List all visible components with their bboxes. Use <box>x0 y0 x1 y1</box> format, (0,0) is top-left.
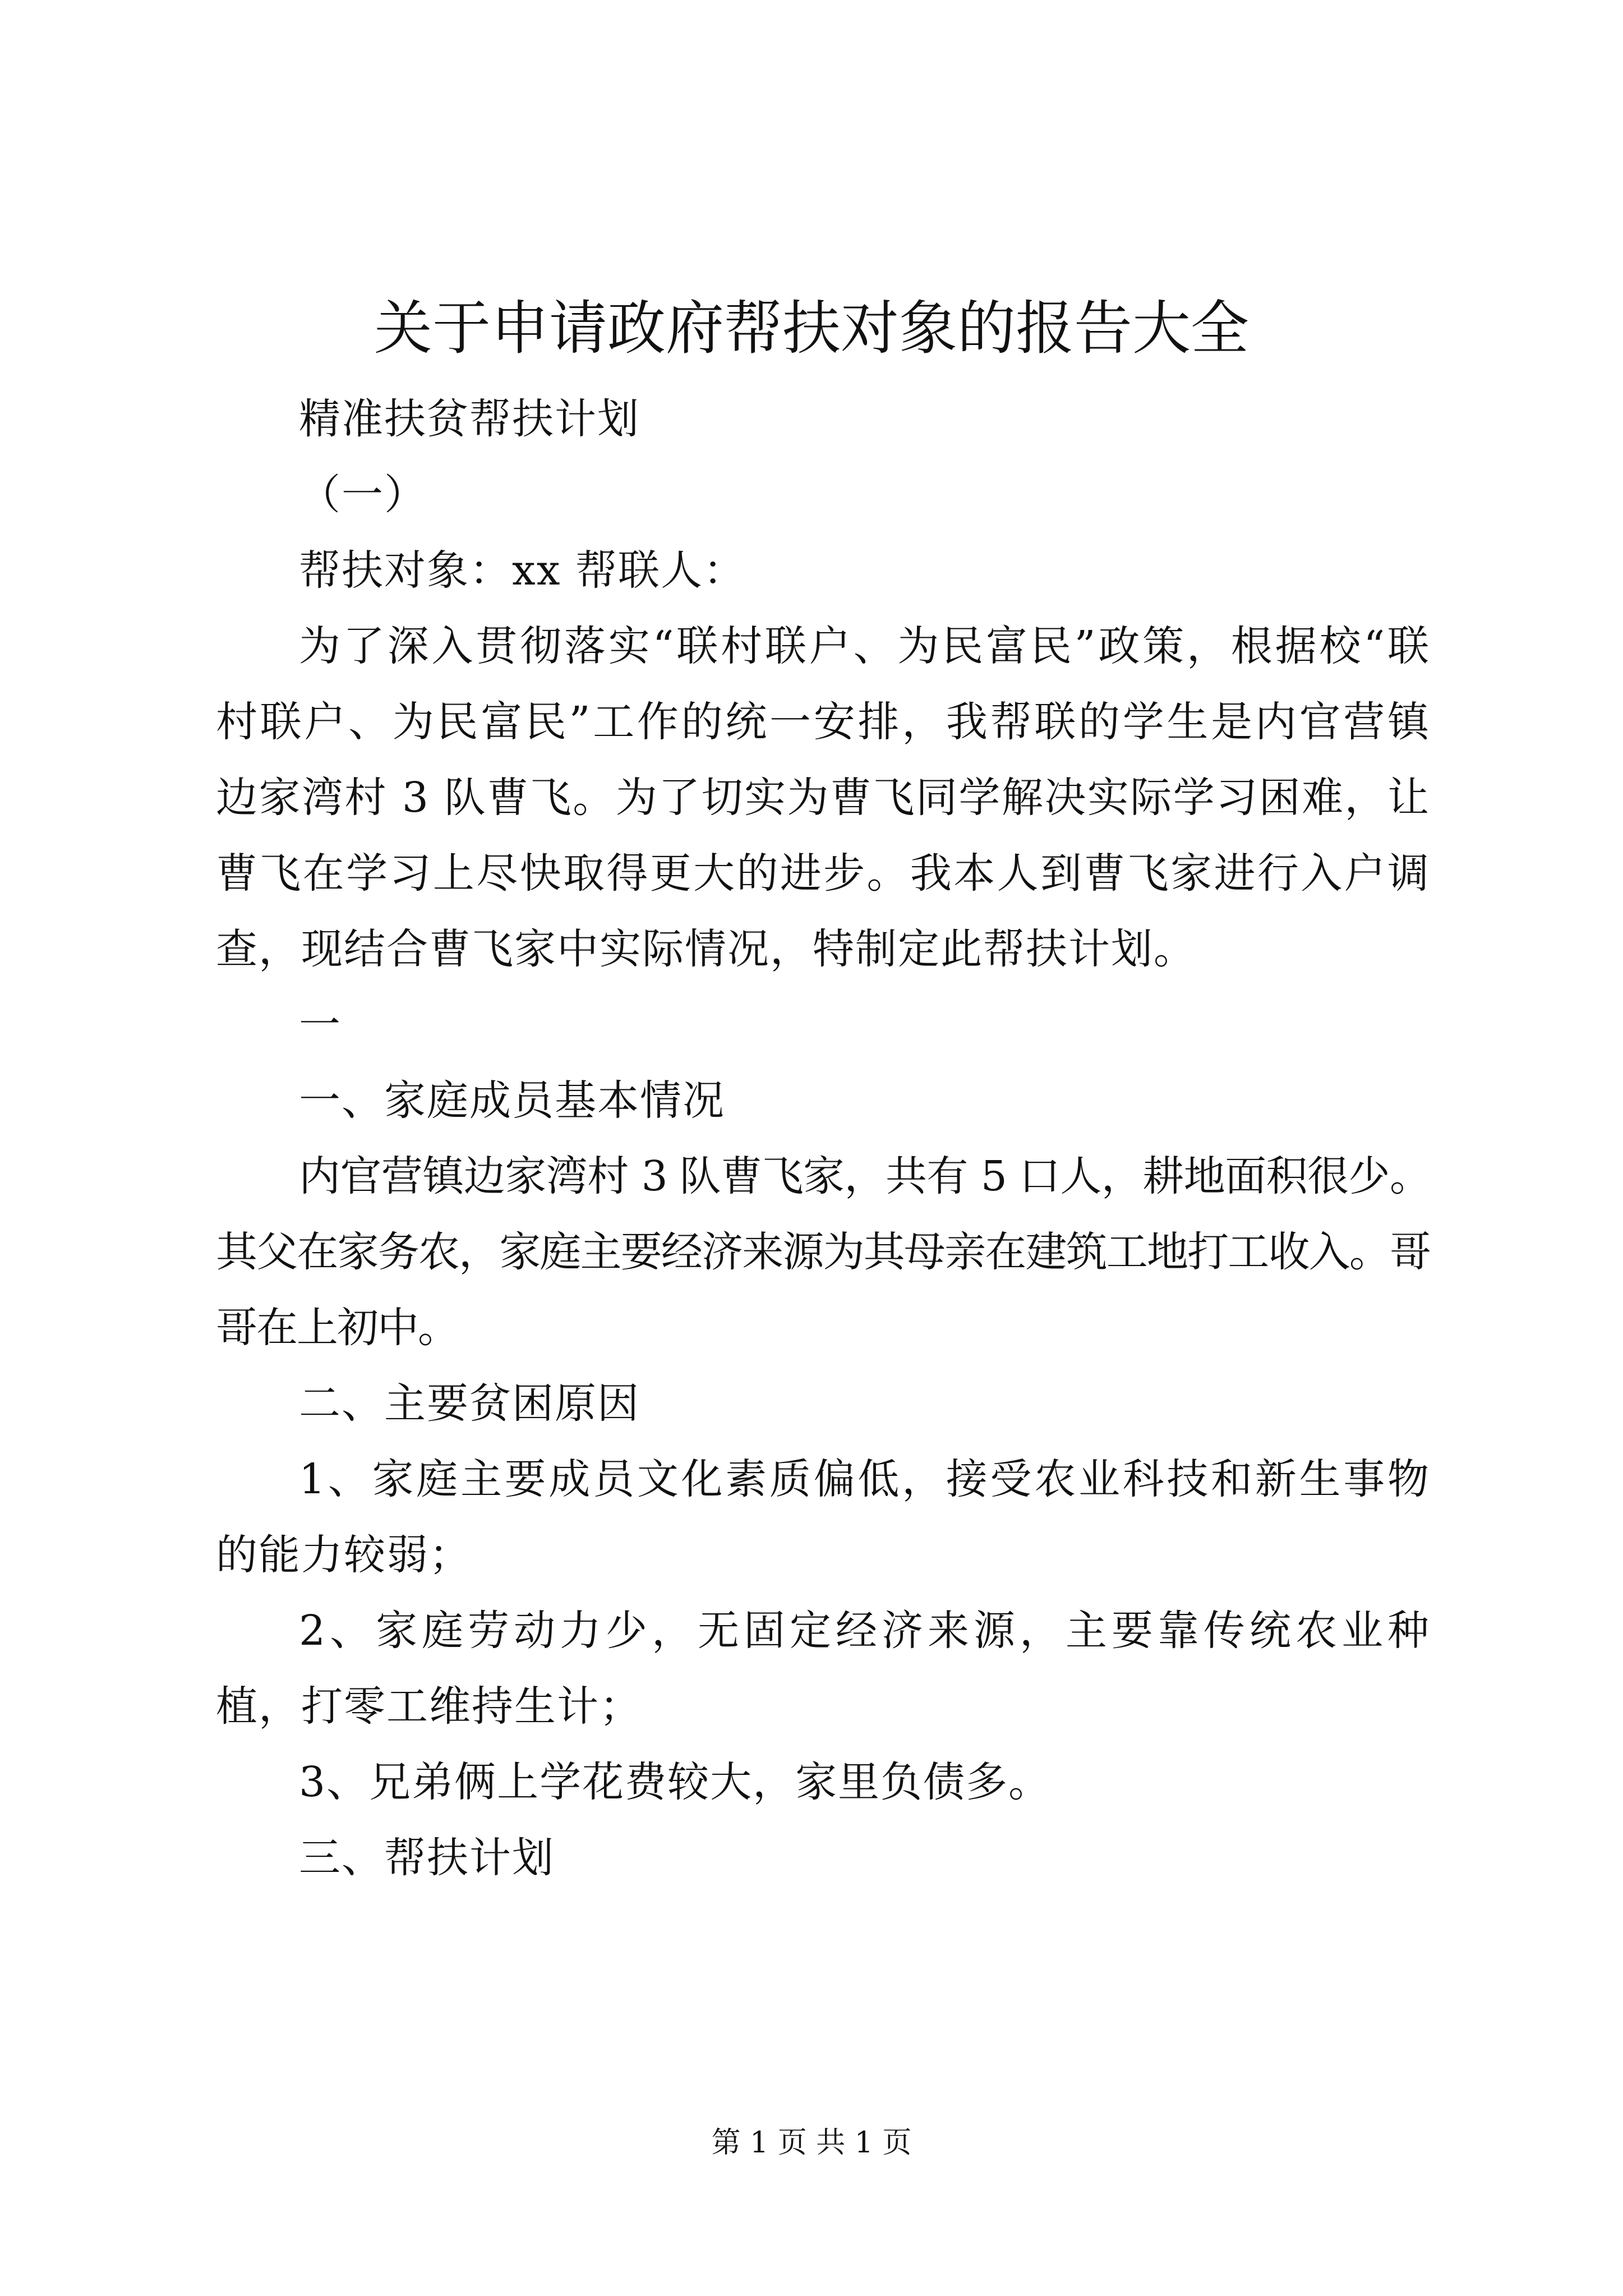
document-body <box>216 381 1430 1896</box>
reason-2-paragraph: 2、家庭劳动力少，无固定经济来源，主要靠传统农业种植，打零工维持生计； <box>216 1607 1430 1731</box>
family-heading: 一、家庭成员基本情况 <box>299 1076 725 1125</box>
section-marker-paragraph: （一） <box>299 471 427 519</box>
introduction-paragraph: 为了深入贯彻落实“联村联户、为民富民”政策，根据校“联村联户、为民富民”工作的统一安排，我帮联的学生是内官营镇边家湾村 3 队曹飞。为了切实为曹飞同学解决实际学习困难，让曹飞在学习上尽快取得更大的进步。我本人到曹飞家进行入户调查，现结合曹飞家中实际情况，特制定此帮扶计划。 <box>216 622 1430 973</box>
separator-paragraph: 一 <box>299 1001 342 1049</box>
reason-3-paragraph: 3、兄弟俩上学花费较大，家里负债多。 <box>299 1758 1052 1806</box>
page-footer: 第 1 页 共 1 页 <box>711 2126 912 2160</box>
assistance-target-paragraph: 帮扶对象：xx 帮联人： <box>299 546 746 595</box>
subtitle-paragraph: 精准扶贫帮扶计划 <box>299 395 640 443</box>
poverty-reasons-heading: 二、主要贫困原因 <box>299 1379 640 1428</box>
family-paragraph: 内官营镇边家湾村 3 队曹飞家，共有 5 口人，耕地面积很少。其父在家务农，家庭主要经济来源为其母亲在建筑工地打工收入。哥哥在上初中。 <box>216 1152 1430 1352</box>
assistance-plan-heading: 三、帮扶计划 <box>299 1834 555 1882</box>
reason-1-paragraph: 1、家庭主要成员文化素质偏低，接受农业科技和新生事物的能力较弱； <box>216 1455 1430 1579</box>
document-title: 关于申请政府帮扶对象的报告大全 <box>374 294 1249 362</box>
